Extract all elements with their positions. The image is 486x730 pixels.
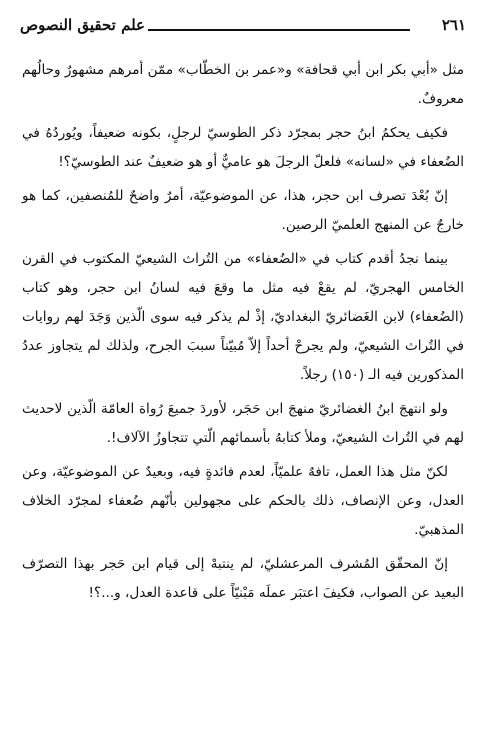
paragraph-3: إنّ بُعْدَ تصرف ابن حجر، هذا، عن الموضوعيّة، أمرٌ واضحٌ للمُنصفين، كما هو خارجٌ عن المنهج العلميّ الرصين. bbox=[22, 188, 464, 233]
page-number: ٢٦١ bbox=[441, 16, 466, 34]
paragraph-1: مثل «أبي بكر ابن أبي قحافة» و«عمر بن الخطّاب» ممّن أمرهم مشهورٌ وحالُهم معروفٌ. bbox=[22, 62, 464, 107]
running-title: علم تحقيق النصوص bbox=[20, 16, 145, 34]
paragraph-5: ولو انتهجَ ابنُ الغضائريّ منهجَ ابن حَجَر، لأوردَ جميعَ رُواة العامّة الّذين لاحديث لهم في التُراث الشيعيّ، وملأ كتابهُ بأسمائهم الّتي تتجاوزُ الآلاف!. bbox=[22, 401, 464, 446]
page-header bbox=[20, 14, 466, 42]
page-body bbox=[22, 56, 464, 613]
paragraph-4: بينما نجدُ أقدم كتاب في «الضُعفاء» من التُراث الشيعيّ المكتوب في القرن الخامس الهجريّ، لم يقعْ فيه مثل ما وقعَ فيه لسانُ ابن حجر، وهو كتاب (الضُعفاء) لابن الغَضائريّ البغداديّ، إذْ لم يذكر فيه سوى الّذين وَجَدَ لهم روايات في التُراث الشيعيّ، ولم يجرحْ أحداً إلاّ مُبيّناً سببَ الجرح، ولذلك لم يتجاوز عددُ المذكورين فيه الـ (١٥٠) رجلاً. bbox=[22, 251, 464, 383]
paragraph-7: إنّ المحقّق المُشرف المرعشليّ، لم ينتبهْ إلى قيام ابن حَجر بهذا التصرّف البعيد عن الصواب، فكيفَ اعتبَر عملَه مَبْنيّاً على قاعدة العدل، و...؟! bbox=[22, 556, 464, 601]
paragraph-2: فكيف يحكمُ ابنُ حجر بمجرّد ذكر الطوسيّ لرجلٍ، بكونه ضعيفاً، ويُوردُهُ في الضُعفاء في «لسانه» فلعلّ الرجلَ هو عاميٌّ أو هو ضعيفٌ عند الطوسيّ؟! bbox=[22, 125, 464, 170]
paragraph-6: لكنّ مثل هذا العمل، تافهٌ علميّاً، لعدم فائدةٍ فيه، وبعيدٌ عن الموضوعيّة، وعن العدل، وعن الإنصاف، ذلك بالحكم على مجهولين بأنّهم ضُعفاء لمجرّد الخلاف المذهبيّ. bbox=[22, 464, 464, 538]
header-rule bbox=[148, 29, 410, 31]
